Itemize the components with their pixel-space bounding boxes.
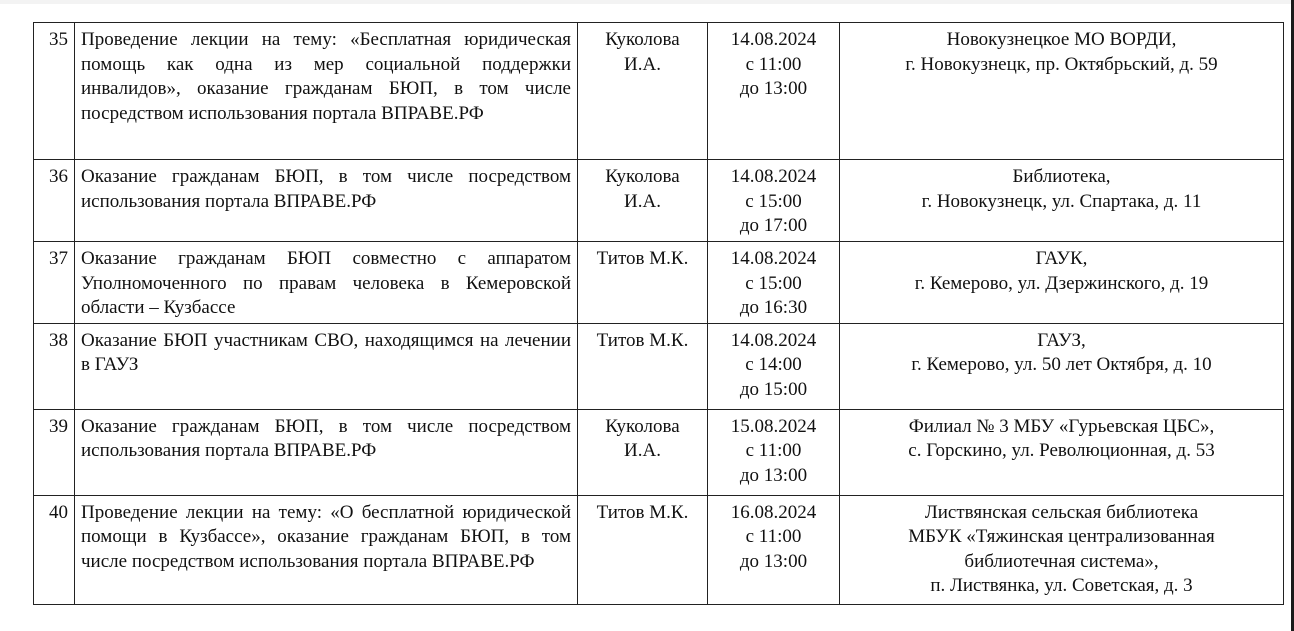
location-line: ГАУК, (1035, 248, 1088, 269)
location-line: г. Кемерово, ул. Дзержинского, д. 19 (914, 272, 1209, 294)
row-number: 37 (34, 242, 75, 324)
table-row (34, 495, 1284, 604)
date-line: 14.08.2024 (730, 329, 817, 351)
scan-top-edge (0, 0, 1294, 4)
time-from-line: с 15:00 (745, 190, 802, 212)
event-description: Оказание гражданам БЮП, в том числе посредством использования портала ВПРАВЕ.РФ (75, 409, 578, 495)
time-from-line: с 11:00 (745, 440, 802, 461)
row-number: 39 (34, 409, 75, 495)
location-line: Библиотека, (1012, 166, 1111, 187)
time-from-line: с 14:00 (745, 354, 802, 375)
table-row (34, 242, 1284, 324)
person-line: Титов М.К. (596, 329, 689, 351)
event-date-time (708, 323, 840, 409)
events-table-body (34, 23, 1284, 605)
event-description: Оказание БЮП участникам СВО, находящимся на лечении в ГАУЗ (75, 323, 578, 409)
location-line: п. Листвянка, ул. Советская, д. 3 (930, 575, 1193, 596)
row-number: 35 (34, 23, 75, 160)
event-date-time (708, 242, 840, 324)
row-number: 36 (34, 160, 75, 242)
date-line: 16.08.2024 (730, 501, 817, 523)
time-from-line: с 11:00 (745, 526, 802, 547)
responsible-person (578, 323, 708, 409)
location-line: Филиал № 3 МБУ «Гурьевская ЦБС», (908, 415, 1215, 437)
person-line: И.А. (624, 440, 661, 461)
person-line: И.А. (624, 53, 661, 75)
responsible-person (578, 23, 708, 160)
location-line: библиотечная система», (964, 550, 1159, 572)
location-line: с. Горскино, ул. Революционная, д. 53 (908, 440, 1215, 461)
date-line: 14.08.2024 (730, 248, 817, 269)
event-date-time (708, 160, 840, 242)
location-line: Листвянская сельская библиотека (924, 501, 1199, 523)
time-to-line: до 17:00 (739, 215, 808, 236)
event-location (840, 495, 1284, 604)
person-line: И.А. (624, 190, 661, 212)
location-line: г. Кемерово, ул. 50 лет Октября, д. 10 (911, 354, 1212, 375)
responsible-person (578, 495, 708, 604)
location-line: Новокузнецкое МО ВОРДИ, (946, 29, 1177, 50)
event-location (840, 242, 1284, 324)
table-row (34, 409, 1284, 495)
time-to-line: до 13:00 (739, 78, 808, 99)
time-to-line: до 16:30 (739, 297, 808, 318)
location-line: г. Новокузнецк, ул. Спартака, д. 11 (921, 190, 1202, 212)
event-description: Проведение лекции на тему: «О бесплатной юридической помощи в Кузбассе», оказание гражданам БЮП, в том числе посредством использования портала ВПРАВЕ.РФ (75, 495, 578, 604)
person-line: Куколова (605, 29, 680, 50)
event-description: Проведение лекции на тему: «Бесплатная юридическая помощь как одна из мер социальной поддержки инвалидов», оказание гражданам БЮП, в том числе посредством использования портала ВПРАВЕ.РФ (75, 23, 578, 160)
location-line: ГАУЗ, (1037, 329, 1086, 351)
event-date-time (708, 409, 840, 495)
time-to-line: до 15:00 (739, 378, 808, 400)
person-line: Куколова (605, 415, 680, 437)
responsible-person (578, 160, 708, 242)
table-row (34, 23, 1284, 160)
time-from-line: с 15:00 (745, 272, 802, 294)
person-line: Куколова (605, 166, 680, 187)
date-line: 14.08.2024 (730, 29, 817, 50)
location-line: г. Новокузнецк, пр. Октябрьский, д. 59 (905, 53, 1218, 75)
person-line: Титов М.К. (596, 501, 689, 523)
time-to-line: до 13:00 (739, 464, 808, 486)
date-line: 14.08.2024 (730, 166, 817, 187)
event-date-time (708, 23, 840, 160)
event-location (840, 23, 1284, 160)
event-location (840, 323, 1284, 409)
events-table (33, 22, 1284, 605)
event-date-time (708, 495, 840, 604)
time-to-line: до 13:00 (739, 550, 808, 572)
person-line: Титов М.К. (596, 248, 689, 269)
date-line: 15.08.2024 (730, 415, 817, 437)
responsible-person (578, 242, 708, 324)
responsible-person (578, 409, 708, 495)
row-number: 40 (34, 495, 75, 604)
location-line: МБУК «Тяжинская централизованная (908, 526, 1215, 547)
event-description: Оказание гражданам БЮП совместно с аппаратом Уполномоченного по правам человека в Кемеровской области – Кузбассе (75, 242, 578, 324)
event-location (840, 160, 1284, 242)
event-description: Оказание гражданам БЮП, в том числе посредством использования портала ВПРАВЕ.РФ (75, 160, 578, 242)
table-row (34, 323, 1284, 409)
table-row (34, 160, 1284, 242)
time-from-line: с 11:00 (745, 53, 802, 75)
row-number: 38 (34, 323, 75, 409)
event-location (840, 409, 1284, 495)
